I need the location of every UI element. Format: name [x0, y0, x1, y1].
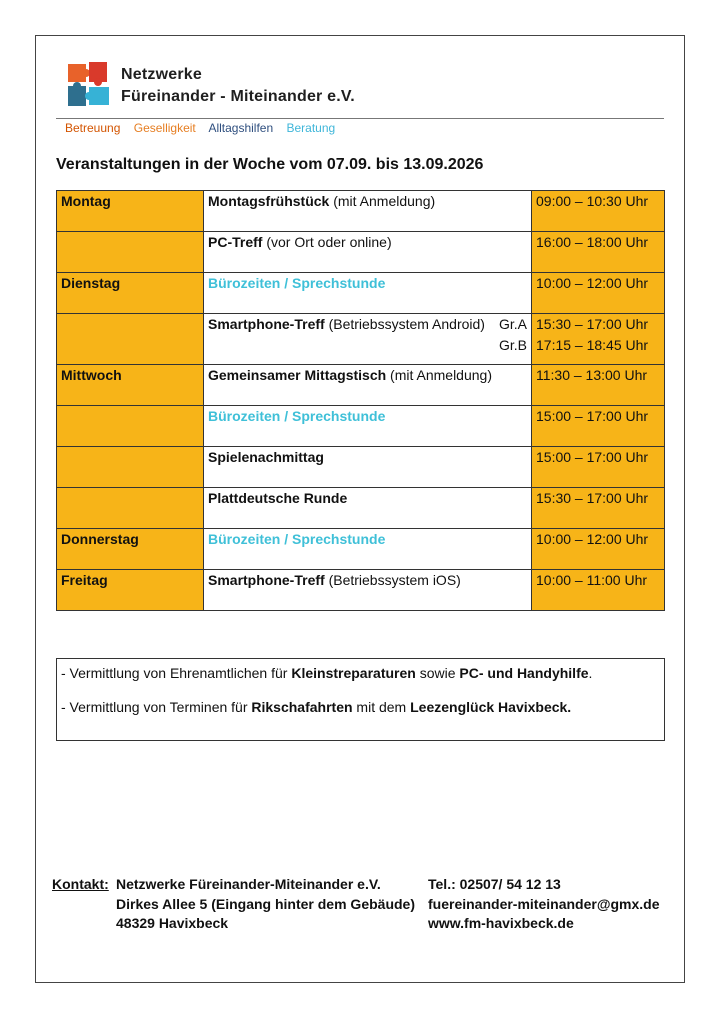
time-cell: 10:00 – 12:00 Uhr — [532, 529, 665, 570]
note-bold: Rikschafahrten — [251, 699, 353, 715]
time-group-a: 15:30 – 17:00 Uhr — [536, 316, 649, 332]
note-bold: PC- und Handyhilfe — [459, 665, 589, 681]
time-cell — [532, 314, 665, 365]
event-title: Smartphone-Treff — [208, 316, 325, 332]
time-cell: 09:00 – 10:30 Uhr — [532, 191, 665, 232]
contact-email[interactable]: fuereinander-miteinander@gmx.de — [428, 895, 660, 912]
day-cell — [57, 488, 204, 529]
note-text: - Vermittlung von Terminen für — [61, 699, 252, 715]
event-note: (Betriebssystem iOS) — [324, 572, 461, 588]
day-cell: Mittwoch — [57, 365, 204, 406]
table-row — [57, 488, 665, 529]
event-cell — [204, 273, 532, 314]
note-line-repairs — [61, 663, 660, 683]
org-name — [121, 64, 355, 108]
notes-box — [56, 658, 665, 741]
table-row — [57, 570, 665, 611]
tag-geselligkeit: Geselligkeit — [133, 121, 196, 135]
event-title: Montagsfrühstück — [208, 193, 330, 209]
tag-beratung: Beratung — [286, 121, 336, 135]
day-cell: Freitag — [57, 570, 204, 611]
event-note: (vor Ort oder online) — [262, 234, 392, 250]
puzzle-logo-icon — [64, 60, 112, 112]
note-line-rickshaw — [61, 697, 660, 717]
day-cell — [57, 314, 204, 365]
event-title: Bürozeiten / Sprechstunde — [208, 408, 386, 424]
event-note: (mit Anmeldung) — [386, 367, 492, 383]
table-row — [57, 365, 665, 406]
table-row — [57, 191, 665, 232]
day-cell — [57, 447, 204, 488]
contact-org-name: Netzwerke Füreinander-Miteinander e.V. — [116, 876, 381, 892]
table-row — [57, 314, 665, 365]
event-cell — [204, 529, 532, 570]
event-cell — [204, 365, 532, 406]
contact-label: Kontakt: — [52, 876, 109, 892]
time-cell: 15:00 – 17:00 Uhr — [532, 447, 665, 488]
page-title: Veranstaltungen in der Woche vom 07.09. bis 13.09.2026 — [56, 156, 484, 173]
contact-city: 48329 Havixbeck — [116, 915, 229, 931]
contact-phone: Tel.: 02507/ 54 12 13 — [428, 876, 561, 892]
group-a-label: Gr.A — [498, 316, 527, 332]
org-name-line2: Füreinander - Miteinander e.V. — [121, 88, 355, 105]
event-title: PC-Treff — [208, 234, 263, 250]
tagline — [65, 121, 345, 135]
contact-details — [428, 875, 659, 934]
table-row — [57, 529, 665, 570]
table-row — [57, 232, 665, 273]
time-cell: 15:00 – 17:00 Uhr — [532, 406, 665, 447]
note-text: mit dem — [352, 699, 411, 715]
note-bold: Kleinstreparaturen — [291, 665, 416, 681]
event-cell — [204, 191, 532, 232]
note-text: . — [588, 665, 593, 681]
event-title: Bürozeiten / Sprechstunde — [208, 531, 386, 547]
event-title: Spielenachmittag — [208, 449, 324, 465]
event-title: Plattdeutsche Runde — [208, 490, 348, 506]
event-cell — [204, 314, 532, 365]
event-title: Smartphone-Treff — [208, 572, 325, 588]
event-cell — [204, 406, 532, 447]
note-text: - Vermittlung von Ehrenamtlichen für — [61, 665, 292, 681]
time-cell: 11:30 – 13:00 Uhr — [532, 365, 665, 406]
tag-betreuung: Betreuung — [65, 121, 121, 135]
note-bold: Leezenglück Havixbeck. — [410, 699, 572, 715]
day-cell — [57, 406, 204, 447]
day-cell — [57, 232, 204, 273]
header-divider — [56, 118, 664, 119]
group-b-label: Gr.B — [498, 337, 527, 353]
table-row — [57, 273, 665, 314]
event-cell — [204, 232, 532, 273]
schedule-table — [56, 190, 665, 611]
event-cell — [204, 488, 532, 529]
contact-website[interactable]: www.fm-havixbeck.de — [428, 915, 574, 931]
table-row — [57, 447, 665, 488]
table-row — [57, 406, 665, 447]
day-cell: Donnerstag — [57, 529, 204, 570]
event-cell — [204, 570, 532, 611]
time-cell: 15:30 – 17:00 Uhr — [532, 488, 665, 529]
tag-alltagshilfen: Alltagshilfen — [208, 121, 274, 135]
day-cell: Dienstag — [57, 273, 204, 314]
event-cell — [204, 447, 532, 488]
note-text: sowie — [415, 665, 460, 681]
contact-address — [52, 875, 415, 934]
time-cell: 10:00 – 11:00 Uhr — [532, 570, 665, 611]
time-cell: 10:00 – 12:00 Uhr — [532, 273, 665, 314]
event-note: (mit Anmeldung) — [329, 193, 436, 209]
org-name-line1: Netzwerke — [121, 66, 202, 83]
event-title: Gemeinsamer Mittagstisch — [208, 367, 387, 383]
event-title: Bürozeiten / Sprechstunde — [208, 275, 386, 291]
day-cell: Montag — [57, 191, 204, 232]
contact-street: Dirkes Allee 5 (Eingang hinter dem Gebäude) — [116, 895, 415, 912]
event-note: (Betriebssystem Android) — [324, 316, 485, 332]
time-cell: 16:00 – 18:00 Uhr — [532, 232, 665, 273]
time-group-b: 17:15 – 18:45 Uhr — [536, 337, 649, 353]
